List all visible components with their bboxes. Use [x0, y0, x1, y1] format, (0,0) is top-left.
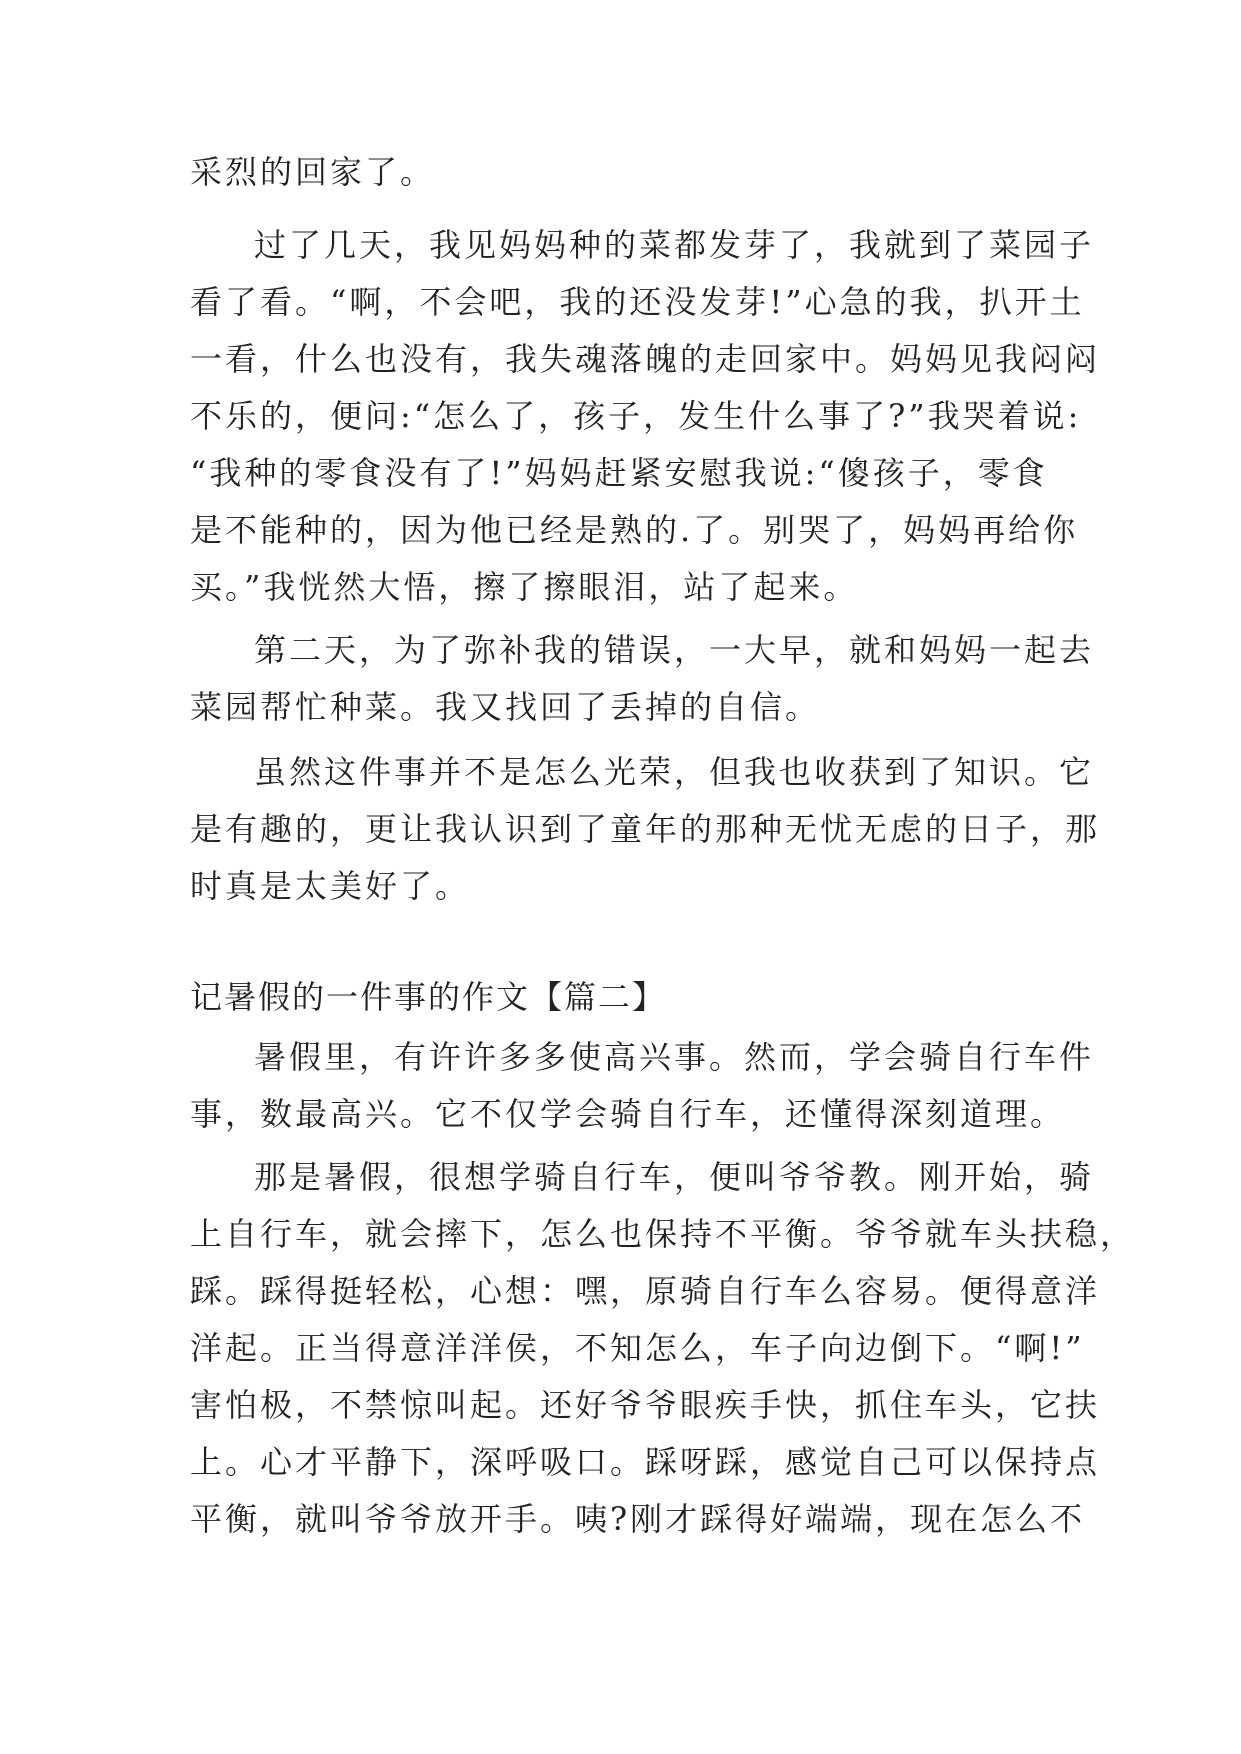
- paragraph-start-line: 那是暑假，很想学骑自行车，便叫爷爷教。刚开始，骑: [254, 1158, 1095, 1196]
- text-line: 洋起。正当得意洋洋侯，不知怎么，车子向边倒下。“啊!”: [190, 1329, 1085, 1367]
- section-heading: 记暑假的一件事的作文【篇二】: [190, 978, 667, 1016]
- text-line: 上自行车，就会摔下，怎么也保持不平衡。爷爷就车头扶稳，: [190, 1215, 1136, 1253]
- paragraph-start-line: 过了几天，我见妈妈种的菜都发芽了，我就到了菜园子: [254, 226, 1095, 264]
- text-line: 害怕极，不禁惊叫起。还好爷爷眼疾手快，抓住车头，它扶: [190, 1386, 1101, 1424]
- text-line: 事，数最高兴。它不仅学会骑自行车，还懂得深刻道理。: [190, 1095, 1066, 1133]
- text-line: 一看，什么也没有，我失魂落魄的走回家中。妈妈见我闷闷: [190, 340, 1101, 378]
- text-line: 买。”我恍然大悟，擦了擦眼泪，站了起来。: [190, 568, 859, 606]
- paragraph-start-line: 暑假里，有许许多多使高兴事。然而，学会骑自行车件: [254, 1038, 1095, 1076]
- text-line: 时真是太美好了。: [190, 867, 471, 905]
- text-line: 平衡，就叫爷爷放开手。咦?刚才踩得好端端，现在怎么不: [190, 1500, 1086, 1538]
- text-line: 不乐的，便问:“怎么了，孩子，发生什么事了?”我哭着说:: [190, 397, 1082, 435]
- text-line: 上。心才平静下，深呼吸口。踩呀踩，感觉自己可以保持点: [190, 1443, 1101, 1481]
- text-line: 菜园帮忙种菜。我又找回了丢掉的自信。: [190, 688, 821, 726]
- text-line: 采烈的回家了。: [190, 153, 436, 191]
- text-line: 是不能种的，因为他已经是熟的.了。别哭了，妈妈再给你: [190, 511, 1079, 549]
- text-line: 是有趣的，更让我认识到了童年的那种无忧无虑的日子，那: [190, 810, 1101, 848]
- text-line: “我种的零食没有了!”妈妈赶紧安慰我说:“傻孩子，零食: [190, 454, 1048, 492]
- paragraph-start-line: 第二天，为了弥补我的错误，一大早，就和妈妈一起去: [254, 631, 1095, 669]
- text-line: 踩。踩得挺轻松，心想：嘿，原骑自行车么容易。便得意洋: [190, 1272, 1101, 1310]
- text-line: 看了看。“啊，不会吧，我的还没发芽!”心急的我，扒开土: [190, 283, 1085, 321]
- paragraph-start-line: 虽然这件事并不是怎么光荣，但我也收获到了知识。它: [254, 753, 1095, 791]
